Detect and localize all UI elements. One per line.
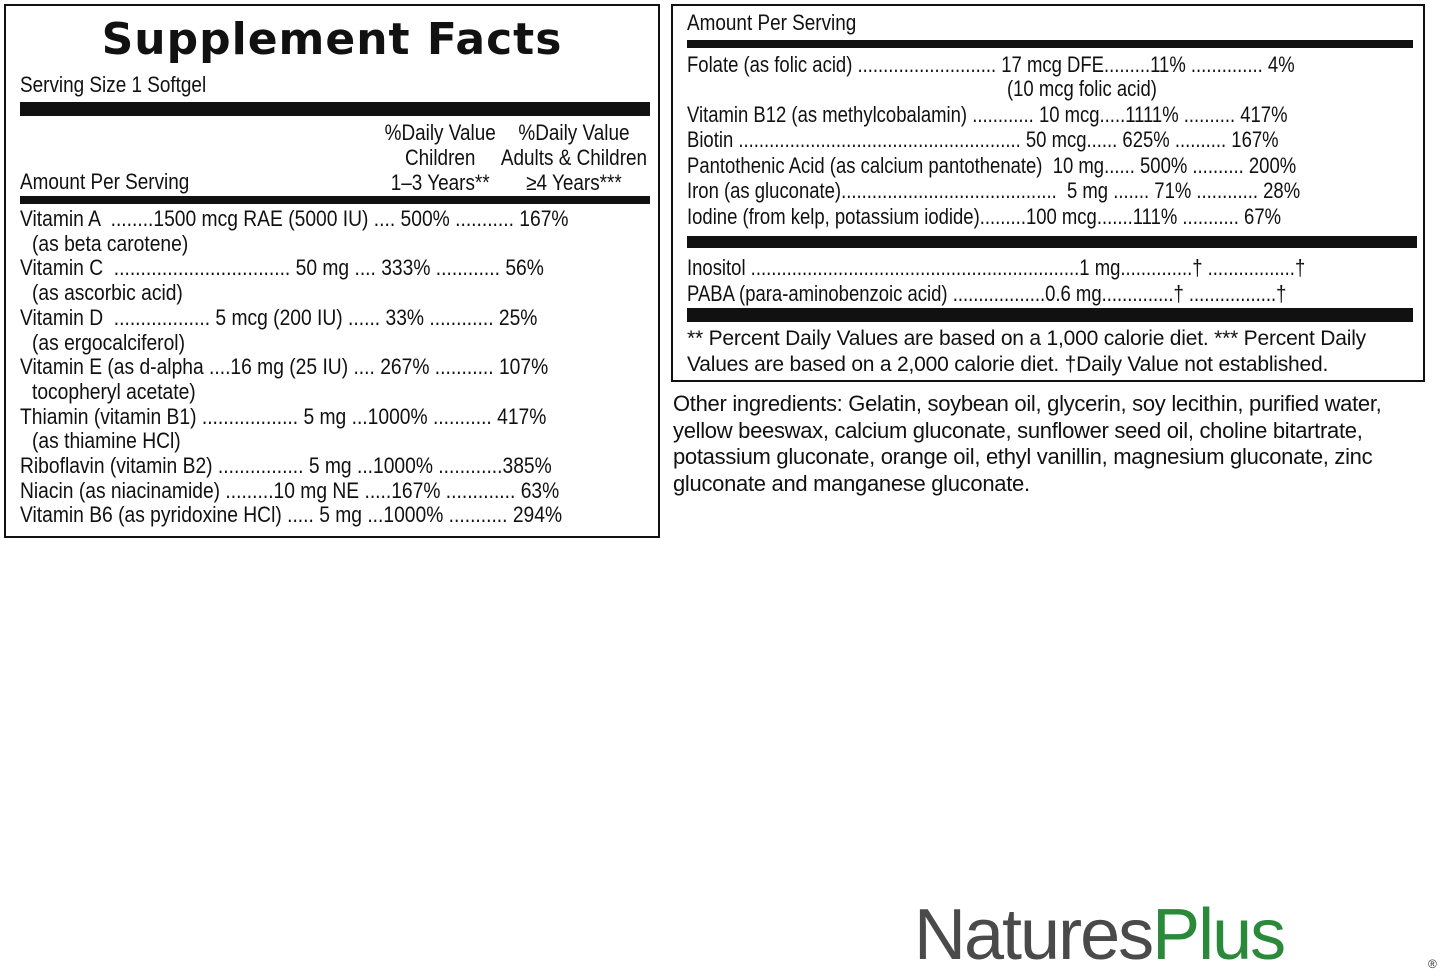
dv-adults-header-line: Adults & Children: [500, 145, 648, 170]
other-ingredients: Other ingredients: Gelatin, soybean oil, glycerin, soy lecithin, purified water, yellow beeswax, calcium gluconate, sunflower seed oil, choline bitartrate, potassium gluconate, orange oil, ethyl vanillin, magnesium gluconate, zinc gluconate and manganese gluconate.: [673, 391, 1382, 496]
thick-divider: [20, 196, 650, 204]
amount-per-serving-header: Amount Per Serving: [20, 169, 190, 194]
thick-divider: [687, 40, 1413, 48]
nutrient-row: Vitamin B6 (as pyridoxine HCl) ..... 5 mg ...1000% ........... 294%: [20, 502, 563, 528]
footnote: ** Percent Daily Values are based on a 1,000 calorie diet. *** Percent Daily Values are based on a 2,000 calorie diet. †Daily Value not established.: [687, 327, 1366, 376]
dv-children-header-line: 1–3 Years**: [390, 170, 490, 195]
nutrient-row: Vitamin C ................................. 50 mg .... 333% ............ 56%: [20, 255, 544, 281]
thick-divider: [687, 236, 1417, 248]
nutrient-row: Iodine (from kelp, potassium iodide).........100 mcg.......111% ........... 67%: [687, 203, 1282, 229]
nutrient-row: Niacin (as niacinamide) .........10 mg NE .....167% ............. 63%: [20, 477, 560, 503]
nutrient-row: Vitamin A ........1500 mcg RAE (5000 IU) .... 500% ........... 167%: [20, 206, 569, 231]
dv-adults-header-line: ≥4 Years***: [526, 170, 622, 195]
nutrient-row: Biotin ....................................................... 50 mcg...... 625% .......... 167%: [687, 127, 1279, 152]
panel-title: Supplement Facts: [101, 14, 563, 65]
dv-children-header-line: %Daily Value: [384, 120, 496, 145]
nutrient-subtext: (as ascorbic acid): [32, 280, 183, 306]
dv-adults-header: [500, 120, 648, 195]
supplement-facts-panel: [4, 4, 660, 538]
nutrient-row: Vitamin D .................. 5 mcg (200 IU) ...... 33% ............ 25%: [20, 304, 538, 330]
nutrient-row: Pantothenic Acid (as calcium pantothenate) 10 mg...... 500% .......... 200%: [687, 152, 1297, 178]
brand-logo-part: Natures: [914, 895, 1153, 975]
nutrient-row: Vitamin B12 (as methylcobalamin) ............ 10 mcg.....1111% .......... 417%: [687, 101, 1288, 127]
dv-children-header: [380, 120, 500, 195]
supplement-facts-panel-continued: [671, 4, 1425, 382]
serving-size: Serving Size 1 Softgel: [20, 72, 207, 97]
nutrient-row: Inositol ................................................................1 mg..............† .................†: [687, 255, 1306, 280]
brand-logo: [914, 895, 1284, 975]
nutrient-subtext: (as beta carotene): [32, 230, 189, 256]
dv-adults-header-line: %Daily Value: [518, 120, 630, 145]
nutrient-subtext: (10 mcg folic acid): [1007, 75, 1157, 101]
amount-per-serving-header: Amount Per Serving: [687, 10, 857, 35]
registered-mark: ®: [1428, 957, 1437, 971]
nutrient-subtext: (as thiamine HCl): [32, 428, 181, 454]
nutrient-row: Folate (as folic acid) ........................... 17 mcg DFE.........11% .............. 4%: [687, 52, 1295, 77]
nutrient-row: Vitamin E (as d-alpha ....16 mg (25 IU) .... 267% ........... 107%: [20, 354, 549, 380]
dv-children-header-line: Children: [404, 145, 476, 170]
nutrient-subtext: tocopheryl acetate): [32, 378, 196, 404]
thick-divider: [687, 308, 1413, 322]
nutrient-row: Iron (as gluconate).......................................... 5 mg ....... 71% ............ 28%: [687, 178, 1301, 203]
nutrient-row: Riboflavin (vitamin B2) ................ 5 mg ...1000% ............385%: [20, 453, 552, 478]
nutrient-subtext: (as ergocalciferol): [32, 329, 185, 355]
thick-divider: [20, 102, 650, 116]
nutrient-row: Thiamin (vitamin B1) .................. 5 mg ...1000% ........... 417%: [20, 403, 547, 429]
brand-logo-part: Plus: [1152, 895, 1285, 975]
nutrient-row: PABA (para-aminobenzoic acid) ..................0.6 mg..............† .................†: [687, 281, 1287, 306]
